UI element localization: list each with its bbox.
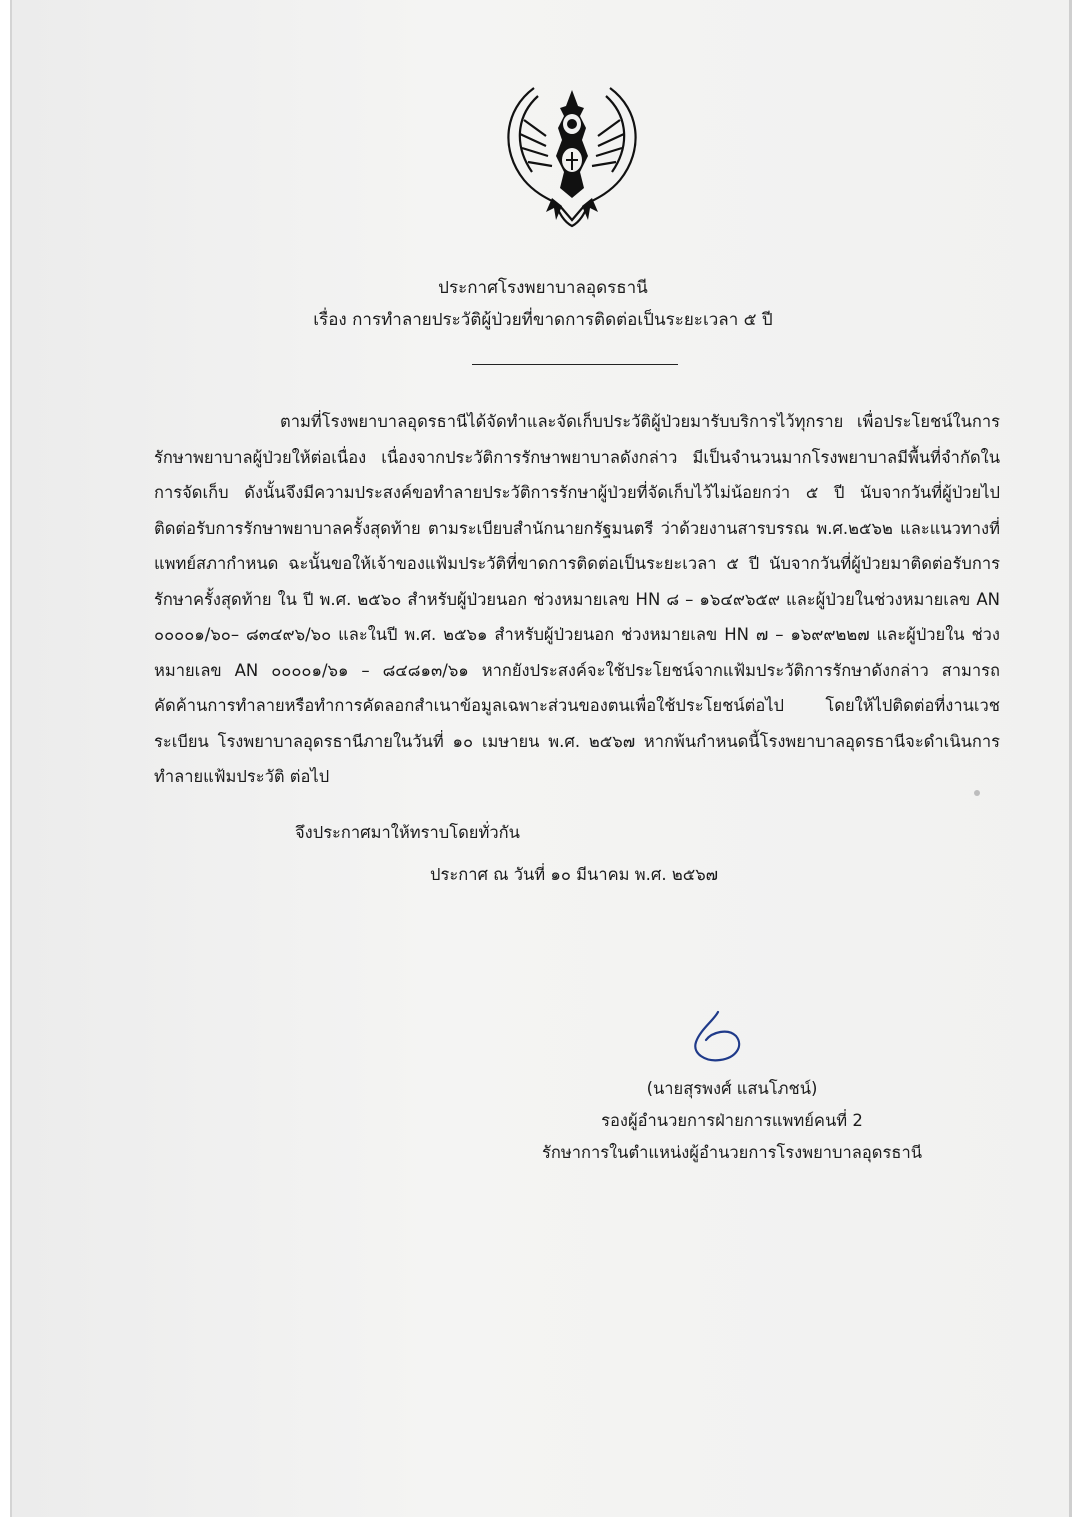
signatory-acting-position: รักษาการในตำแหน่งผู้อำนวยการโรงพยาบาลอุดรธานี [542,1143,922,1162]
garuda-emblem-icon [494,80,650,228]
paper-speck [974,790,980,796]
announcement-subject: เรื่อง การทำลายประวัติผู้ป่วยที่ขาดการติดต่อเป็นระยะเวลา ๕ ปี [313,310,773,330]
closing-statement: จึงประกาศมาให้ทราบโดยทั่วกัน [295,823,520,842]
handwritten-signature [684,1006,764,1066]
announcement-date: ประกาศ ณ วันที่ ๑๐ มีนาคม พ.ศ. ๒๕๖๗ [430,865,719,884]
signatory-position: รองผู้อำนวยการฝ่ายการแพทย์คนที่ 2 [601,1111,863,1130]
title-divider [472,364,678,365]
document-page [10,0,1072,1517]
signatory-name: (นายสุรพงศ์ แสนโภชน์) [646,1079,818,1098]
announcement-body: ตามที่โรงพยาบาลอุดรธานีได้จัดทำและจัดเก็บประวัติผู้ป่วยมารับบริการไว้ทุกราย เพื่อประโยชน์ในการรักษาพยาบาลผู้ป่วยให้ต่อเนื่อง เนื่องจากประวัติการรักษาพยาบาลดังกล่าว มีเป็นจำนวนมากโรงพยาบาลมีพื้นที่จำกัดในการจัดเก็บ ดังนั้นจึงมีความประสงค์ขอทำลายประวัติการรักษาผู้ป่วยที่จัดเก็บไว้ไม่น้อยกว่า ๕ ปี นับจากวันที่ผู้ป่วยไปติดต่อรับการรักษาพยาบาลครั้งสุดท้าย ตามระเบียบสำนักนายกรัฐมนตรี ว่าด้วยงานสารบรรณ พ.ศ.๒๕๖๒ และแนวทางที่แพทย์สภากำหนด ฉะนั้นขอให้เจ้าของแฟ้มประวัติที่ขาดการติดต่อเป็นระยะเวลา ๕ ปี นับจากวันที่ผู้ป่วยมาติดต่อรับการรักษาครั้งสุดท้าย ใน ปี พ.ศ. ๒๕๖๐ สำหรับผู้ป่วยนอก ช่วงหมายเลข HN ๘ – ๑๖๔๙๖๕๙ และผู้ป่วยในช่วงหมายเลข AN ๐๐๐๐๑/๖๐– ๘๓๔๙๖/๖๐ และในปี พ.ศ. ๒๕๖๑ สำหรับผู้ป่วยนอก ช่วงหมายเลข HN ๗ – ๑๖๙๙๒๒๗ และผู้ป่วยใน ช่วงหมายเลข AN ๐๐๐๐๑/๖๑ – ๘๔๘๑๓/๖๑ หากยังประสงค์จะใช้ประโยชน์จากแฟ้มประวัติการรักษาดังกล่าว สามารถคัดค้านการทำลายหรือทำการคัดลอกสำเนาข้อมูลเฉพาะส่วนของตนเพื่อใช้ประโยชน์ต่อไป โดยให้ไปติดต่อที่งานเวชระเบียน โรงพยาบาลอุดรธานีภายในวันที่ ๑๐ เมษายน พ.ศ. ๒๕๖๗ หากพ้นกำหนดนี้โรงพยาบาลอุดรธานีจะดำเนินการทำลายแฟ้มประวัติ ต่อไป [154,412,1000,786]
announcement-title: ประกาศโรงพยาบาลอุดรธานี [438,278,648,298]
